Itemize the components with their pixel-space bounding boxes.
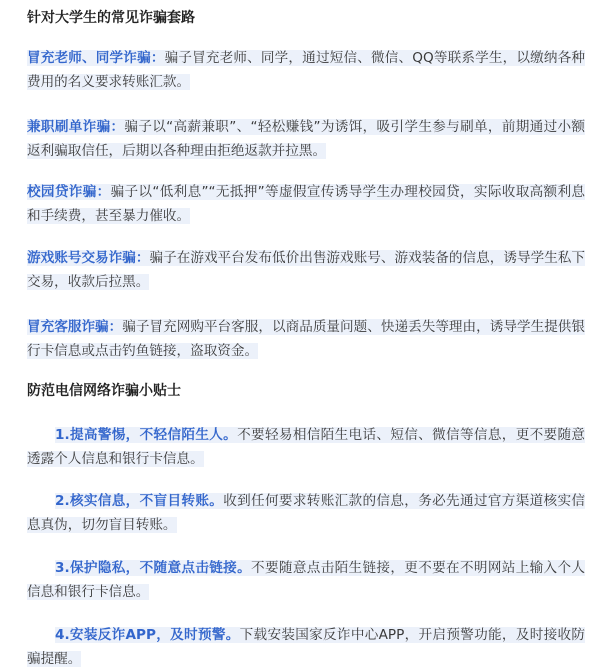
scam-item-highlight	[27, 319, 585, 359]
section-title-prevention-tips: 防范电信网络诈骗小贴士	[27, 383, 181, 399]
tip-item-highlight	[27, 560, 585, 600]
tip-item-install-app	[27, 623, 585, 671]
tip-item-keyword: 2.核实信息，不盲目转账。	[55, 493, 224, 509]
tip-item-keyword: 1.提高警惕，不轻信陌生人。	[55, 427, 238, 443]
tip-item-highlight	[27, 427, 585, 467]
scam-item-keyword: 校园贷诈骗：	[27, 184, 111, 200]
tip-item-text: 不要随意点击陌生链接，更不要在不明网站上输入个人信息和银行卡信息。	[27, 560, 586, 600]
scam-item-text: 骗子以“低利息”“无抵押”等虚假宣传诱导学生办理校园贷，实际收取高额利息和手续费，甚至暴力催收。	[27, 184, 586, 224]
scam-item-text: 骗子冒充老师、同学，通过短信、微信、QQ等联系学生，以缴纳各种费用的名义要求转账汇款。	[27, 50, 585, 90]
tip-item-highlight	[27, 493, 585, 533]
tip-item-text: 不要轻易相信陌生电话、短信、微信等信息，更不要随意透露个人信息和银行卡信息。	[27, 427, 585, 467]
scam-item-text: 骗子以“高薪兼职”、“轻松赚钱”为诱饵，吸引学生参与刷单，前期通过小额返利骗取信任，后期以各种理由拒绝返款并拉黑。	[27, 119, 585, 159]
scam-item-keyword: 冒充老师、同学诈骗：	[27, 50, 165, 66]
tip-item-text: 收到任何要求转账汇款的信息，务必先通过官方渠道核实信息真伪，切勿盲目转账。	[27, 493, 586, 533]
scam-item-highlight	[27, 50, 585, 90]
tip-item-stay-alert	[27, 423, 585, 471]
tip-item-text: 下载安装国家反诈中心APP，开启预警功能，及时接收防骗提醒。	[27, 627, 585, 667]
tip-item-keyword: 3.保护隐私，不随意点击链接。	[55, 560, 252, 576]
scam-item-highlight	[27, 184, 585, 224]
scam-item-campus-loan	[27, 180, 585, 228]
tip-item-verify-info	[27, 489, 585, 537]
scam-item-impersonate-teacher	[27, 46, 585, 94]
scam-item-text: 骗子在游戏平台发布低价出售游戏账号、游戏装备的信息，诱导学生私下交易，收款后拉黑。	[27, 250, 586, 290]
section-title-scam-types: 针对大学生的常见诈骗套路	[27, 10, 195, 26]
scam-item-text: 骗子冒充网购平台客服，以商品质量问题、快递丢失等理由，诱导学生提供银行卡信息或点击钓鱼链接，盗取资金。	[27, 319, 586, 359]
tip-item-keyword: 4.安装反诈APP，及时预警。	[55, 627, 240, 643]
scam-item-highlight	[27, 250, 585, 290]
scam-item-highlight	[27, 119, 585, 159]
scam-item-part-time-brushing	[27, 115, 585, 163]
scam-item-game-account	[27, 246, 585, 294]
scam-item-keyword: 兼职刷单诈骗：	[27, 119, 125, 135]
tip-item-highlight	[27, 627, 585, 667]
tip-item-protect-privacy	[27, 556, 585, 604]
scam-item-keyword: 冒充客服诈骗：	[27, 319, 123, 335]
scam-item-keyword: 游戏账号交易诈骗：	[27, 250, 150, 266]
scam-item-fake-customer-service	[27, 315, 585, 363]
